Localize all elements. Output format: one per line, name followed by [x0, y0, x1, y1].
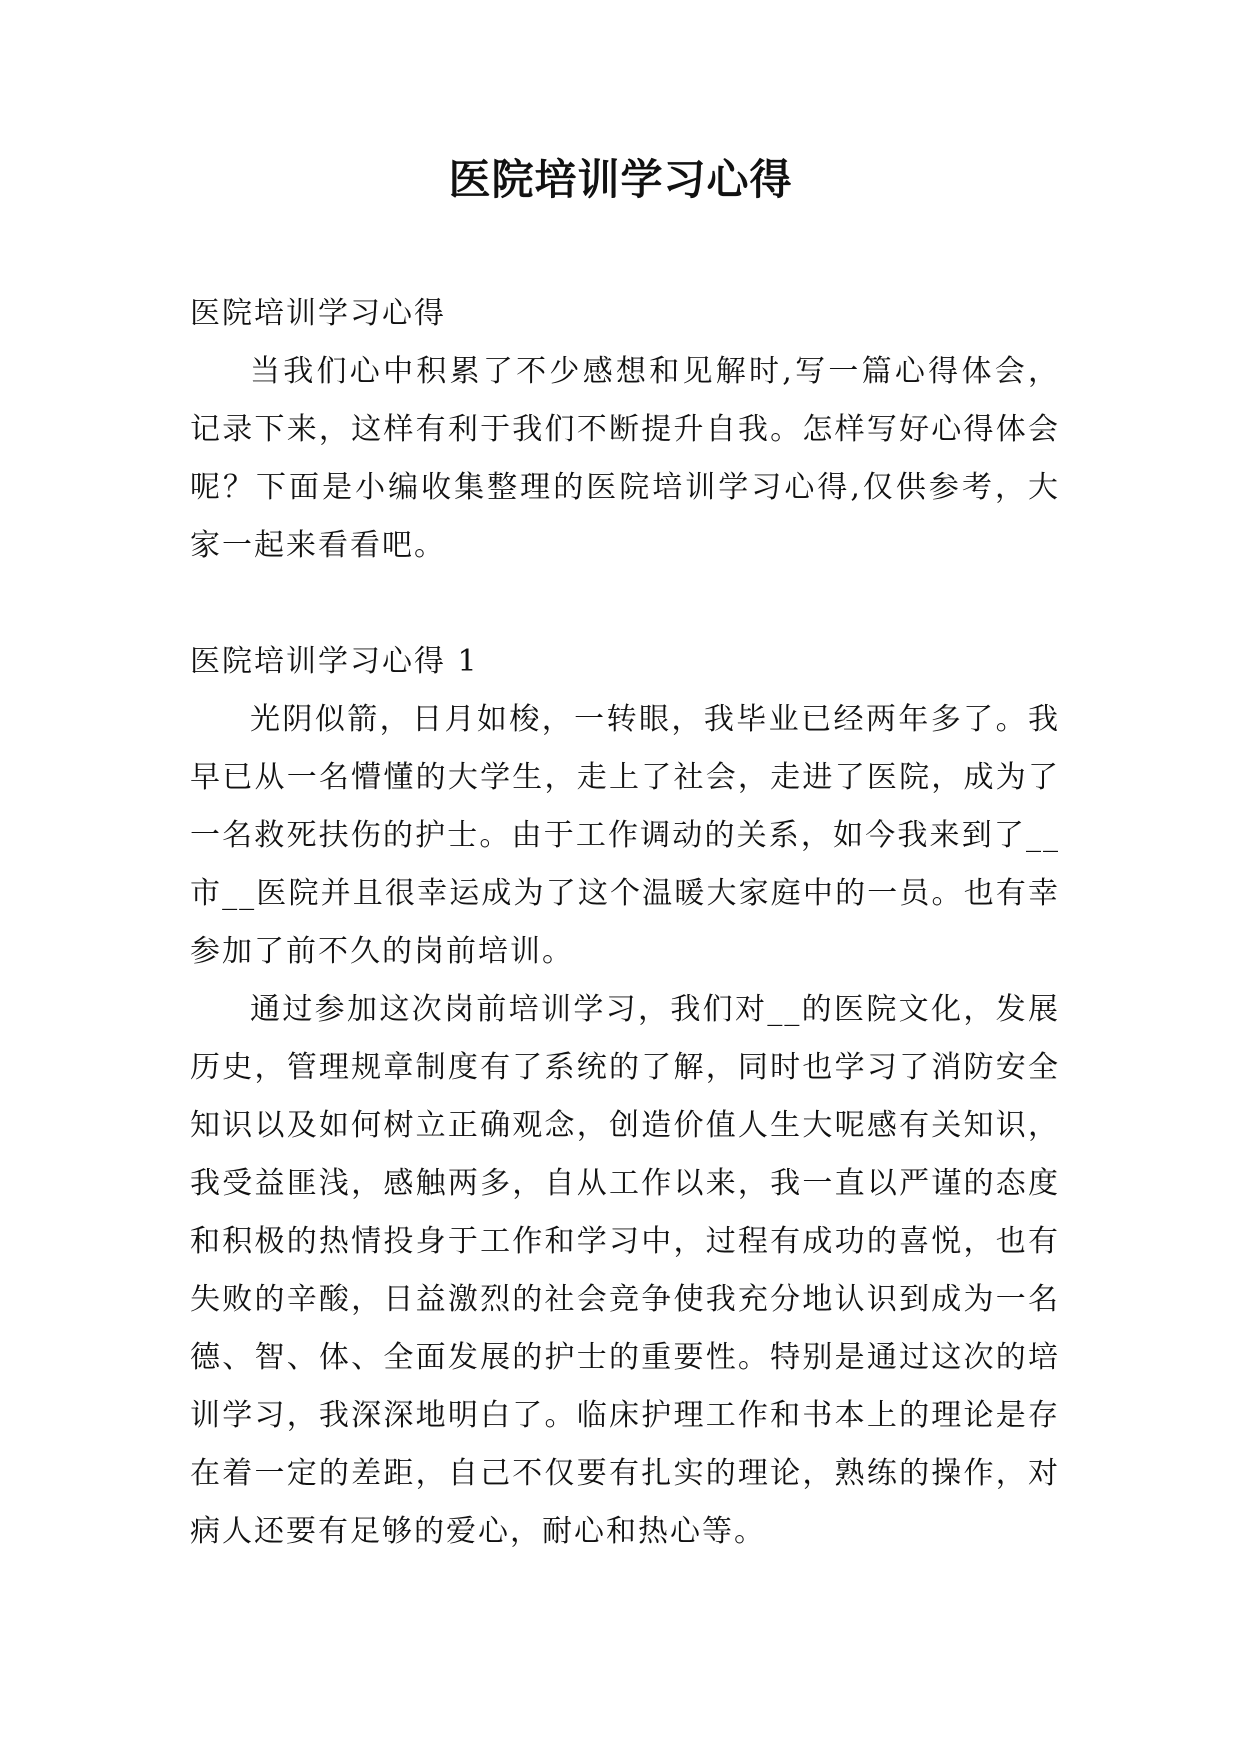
section1-heading: 医院培训学习心得 1 [190, 644, 479, 679]
section1-paragraph-2: 通过参加这次岗前培训学习，我们对__的医院文化，发展历史，管理规章制度有了系统的了解，同时也学习了消防安全知识以及如何树立正确观念，创造价值人生大呢感有关知识，我受益匪浅，感触两多，自从工作以来，我一直以严谨的态度和积极的热情投身于工作和学习中，过程有成功的喜悦，也有失败的辛酸，日益激烈的社会竞争使我充分地认识到成为一名德、智、体、全面发展的护士的重要性。特别是通过这次的培训学习，我深深地明白了。临床护理工作和书本上的理论是存在着一定的差距，自己不仅要有扎实的理论，熟练的操作，对病人还要有足够的爱心，耐心和热心等。 [190, 992, 1060, 1549]
document-title: 医院培训学习心得 [448, 155, 793, 204]
intro-heading: 医院培训学习心得 [190, 296, 446, 331]
section-spacer [190, 575, 1060, 633]
document-body [190, 285, 1060, 1561]
section1-paragraph-1: 光阴似箭，日月如梭，一转眼，我毕业已经两年多了。我早已从一名懵懂的大学生，走上了社会，走进了医院，成为了一名救死扶伤的护士。由于工作调动的关系，如今我来到了__市__医院并且很幸运成为了这个温暖大家庭中的一员。也有幸参加了前不久的岗前培训。 [190, 702, 1060, 969]
intro-paragraph: 当我们心中积累了不少感想和见解时,写一篇心得体会，记录下来，这样有利于我们不断提升自我。怎样写好心得体会呢？下面是小编收集整理的医院培训学习心得,仅供参考，大家一起来看看吧。 [190, 354, 1060, 563]
